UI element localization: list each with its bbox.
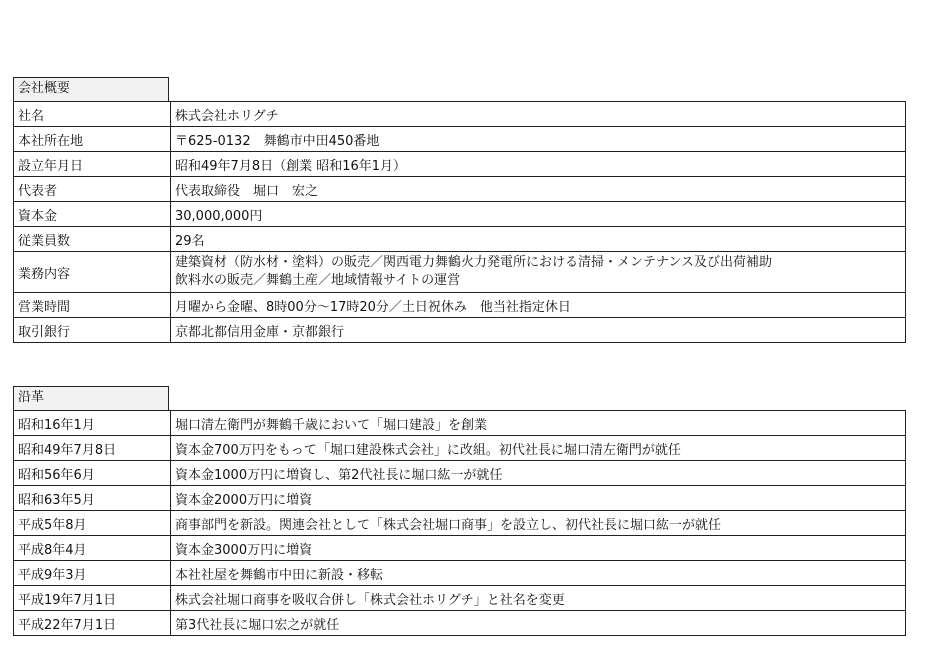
history-event: 資本金3000万円に増資 — [171, 536, 906, 561]
row-label: 社名 — [14, 102, 171, 127]
history-header: 沿革 — [13, 386, 169, 410]
row-value: 京都北都信用金庫・京都銀行 — [171, 318, 906, 343]
row-value — [171, 252, 906, 293]
history-event: 商事部門を新設。関連会社として「株式会社堀口商事」を設立し、初代社長に堀口紘一が就任 — [171, 511, 906, 536]
table-row — [14, 486, 906, 511]
table-row — [14, 152, 906, 177]
row-label: 営業時間 — [14, 293, 171, 318]
table-row — [14, 586, 906, 611]
table-row — [14, 293, 906, 318]
row-value-line-2: 飲料水の販売／舞鶴土産／地域情報サイトの運営 — [175, 273, 461, 288]
table-row — [14, 202, 906, 227]
history-date: 平成9年3月 — [14, 561, 171, 586]
table-row — [14, 461, 906, 486]
company-overview-header: 会社概要 — [13, 77, 169, 101]
row-label: 業務内容 — [14, 252, 171, 293]
row-value-line-1: 建築資材（防水材・塗料）の販売／関西電力舞鶴火力発電所における清掃・メンテナンス及び出荷補助 — [175, 255, 772, 270]
history-event: 第3代社長に堀口宏之が就任 — [171, 611, 906, 636]
table-row — [14, 411, 906, 436]
history-date: 平成19年7月1日 — [14, 586, 171, 611]
row-value: 代表取締役 堀口 宏之 — [171, 177, 906, 202]
row-value: 〒625-0132 舞鶴市中田450番地 — [171, 127, 906, 152]
table-row — [14, 227, 906, 252]
row-value: 30,000,000円 — [171, 202, 906, 227]
table-row — [14, 561, 906, 586]
history-event: 本社社屋を舞鶴市中田に新設・移転 — [171, 561, 906, 586]
table-row — [14, 127, 906, 152]
history-event: 株式会社堀口商事を吸収合併し「株式会社ホリグチ」と社名を変更 — [171, 586, 906, 611]
company-overview-table — [13, 101, 906, 343]
table-row — [14, 177, 906, 202]
history-section — [13, 386, 906, 636]
history-date: 昭和56年6月 — [14, 461, 171, 486]
row-value: 昭和49年7月8日（創業 昭和16年1月） — [171, 152, 906, 177]
history-event: 資本金2000万円に増資 — [171, 486, 906, 511]
row-label: 取引銀行 — [14, 318, 171, 343]
table-row — [14, 536, 906, 561]
table-row — [14, 511, 906, 536]
table-row — [14, 436, 906, 461]
history-date: 昭和63年5月 — [14, 486, 171, 511]
row-value: 29名 — [171, 227, 906, 252]
row-label: 代表者 — [14, 177, 171, 202]
history-date: 平成22年7月1日 — [14, 611, 171, 636]
history-date: 平成5年8月 — [14, 511, 171, 536]
row-value: 株式会社ホリグチ — [171, 102, 906, 127]
company-overview-section — [13, 77, 906, 343]
history-date: 昭和49年7月8日 — [14, 436, 171, 461]
history-event: 堀口清左衛門が舞鶴千歳において「堀口建設」を創業 — [171, 411, 906, 436]
table-row — [14, 102, 906, 127]
history-event: 資本金1000万円に増資し、第2代社長に堀口紘一が就任 — [171, 461, 906, 486]
row-value: 月曜から金曜、8時00分～17時20分／土日祝休み 他当社指定休日 — [171, 293, 906, 318]
table-row — [14, 611, 906, 636]
row-label: 本社所在地 — [14, 127, 171, 152]
history-event: 資本金700万円をもって「堀口建設株式会社」に改組。初代社長に堀口清左衛門が就任 — [171, 436, 906, 461]
table-row — [14, 252, 906, 293]
row-label: 従業員数 — [14, 227, 171, 252]
row-label: 資本金 — [14, 202, 171, 227]
history-table — [13, 410, 906, 636]
table-row — [14, 318, 906, 343]
history-date: 平成8年4月 — [14, 536, 171, 561]
history-date: 昭和16年1月 — [14, 411, 171, 436]
row-label: 設立年月日 — [14, 152, 171, 177]
